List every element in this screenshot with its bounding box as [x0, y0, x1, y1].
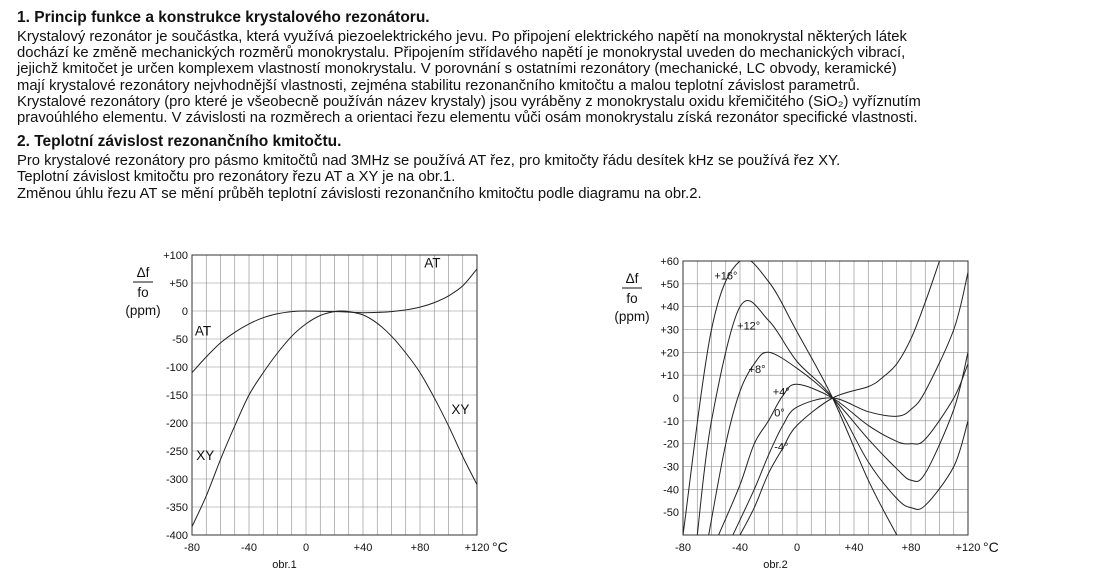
y-tick-label: +100	[163, 250, 188, 262]
y-tick-label: -50	[663, 507, 679, 520]
section-1	[17, 7, 1109, 126]
series-label: XY	[196, 447, 215, 463]
paragraph-line: jejichž kmitočet je určen komplexem vlastností monokrystalu. V porovnání s ostatními rezonátory (mechanické, LC obvody, keramické)	[17, 61, 897, 78]
series-label: AT	[194, 323, 212, 339]
y-label-delta-f: Δf	[136, 265, 150, 280]
y-tick-label: -50	[172, 334, 188, 346]
y-tick-label: +30	[660, 324, 679, 337]
y-tick-label: +50	[169, 278, 188, 290]
x-tick-label: -80	[675, 542, 691, 554]
x-tick-label: +40	[353, 542, 373, 554]
y-tick-label: +50	[660, 278, 679, 291]
section-2-title: 2. Teplotní závislost rezonančního kmitočtu.	[17, 133, 342, 151]
series-line-12	[697, 300, 968, 535]
y-tick-label: -400	[165, 530, 188, 542]
y-tick-label: -100	[165, 362, 188, 374]
series-label: +4°	[772, 386, 790, 399]
y-tick-label: -30	[663, 461, 679, 474]
series-label: +12°	[737, 320, 761, 333]
y-tick-label: 0	[672, 393, 679, 405]
y-tick-label: 0	[181, 306, 188, 318]
series-line-0	[733, 272, 968, 535]
figure-caption: obr.2	[763, 559, 788, 571]
y-label-unit: (ppm)	[125, 303, 161, 318]
y-tick-label: -150	[165, 390, 188, 402]
paragraph-line: Teplotní závislost kmitočtu pro rezonátory řezu AT a XY je na obr.1.	[17, 169, 456, 186]
document	[17, 7, 1109, 202]
paragraph-line: Pro krystalové rezonátory pro pásmo kmitočtů nad 3MHz se používá AT řez, pro kmitočty řádu desítek kHz se používá řez XY.	[17, 153, 841, 170]
y-tick-label: -40	[663, 484, 679, 497]
series-line-4	[719, 364, 968, 535]
paragraph-line: Krystalové rezonátory (pro které je všeobecně používán název krystaly) jsou vyráběny z monokrystalu oxidu křemičitého (SiO₂) vyříznutím	[17, 93, 921, 110]
x-tick-label: 0	[302, 542, 310, 554]
x-tick-label: +120	[464, 542, 490, 554]
y-tick-label: -200	[165, 418, 188, 430]
y-tick-label: -300	[165, 474, 188, 486]
chart-obr1	[110, 247, 530, 577]
series-label: 0°	[774, 407, 785, 420]
y-label-unit: (ppm)	[614, 309, 650, 324]
series-label: +16°	[714, 270, 738, 283]
y-tick-label: -350	[165, 502, 188, 514]
paragraph-line: mají krystalové rezonátory nejvhodnější vlastnosti, zejména stabilitu rezonančního kmitočtu a malou teplotní závislost parametrů.	[17, 77, 861, 94]
figure-caption: obr.1	[272, 559, 297, 571]
y-tick-label: +20	[660, 347, 679, 360]
y-label-fo: fo	[137, 285, 149, 300]
x-tick-label: 0	[793, 542, 801, 554]
x-unit-label: °C	[983, 539, 999, 555]
x-tick-label: +80	[901, 542, 921, 554]
y-tick-label: -10	[663, 415, 679, 428]
y-tick-label: +60	[660, 256, 679, 268]
paragraph-line: dochází ke změně mechanických rozměrů monokrystalu. Připojením střídavého napětí je monokrystal uveden do mechanických vibrací,	[17, 45, 906, 62]
paragraph-line: Krystalový rezonátor je součástka, která využívá piezoelektrického jevu. Po připojení elektrického napětí na monokrystal některých látek	[17, 29, 907, 45]
series-label: -4°	[774, 441, 789, 454]
series-label: XY	[451, 402, 470, 418]
x-tick-label: +80	[410, 542, 430, 554]
x-tick-label: -40	[241, 542, 257, 554]
y-label-fo: fo	[626, 291, 638, 306]
chart-obr2	[600, 247, 1020, 577]
x-unit-label: °C	[492, 539, 508, 555]
y-tick-label: +40	[660, 301, 679, 314]
series-label: +8°	[748, 363, 766, 376]
x-tick-label: -40	[732, 542, 748, 554]
y-tick-label: -20	[663, 438, 679, 451]
paragraph-line: pravoúhlého elementu. V závislosti na rozměrech a orientaci řezu elementu vůči osám monokrystalu získá rezonátor specifické vlastnosti.	[17, 110, 918, 127]
paragraph-line: Změnou úhlu řezu AT se mění průběh teplotní závislosti rezonančního kmitočtu podle diagramu na obr.2.	[17, 185, 702, 202]
x-tick-label: +40	[844, 542, 864, 554]
x-tick-label: +120	[955, 542, 981, 554]
y-tick-label: +10	[660, 370, 679, 383]
section-2	[17, 131, 1109, 202]
section-1-title: 1. Princip funkce a konstrukce krystalového rezonátoru.	[17, 9, 430, 26]
y-label-delta-f: Δf	[625, 271, 639, 286]
y-tick-label: -250	[165, 446, 188, 458]
series-label: AT	[424, 255, 441, 271]
x-tick-label: -80	[184, 542, 200, 554]
